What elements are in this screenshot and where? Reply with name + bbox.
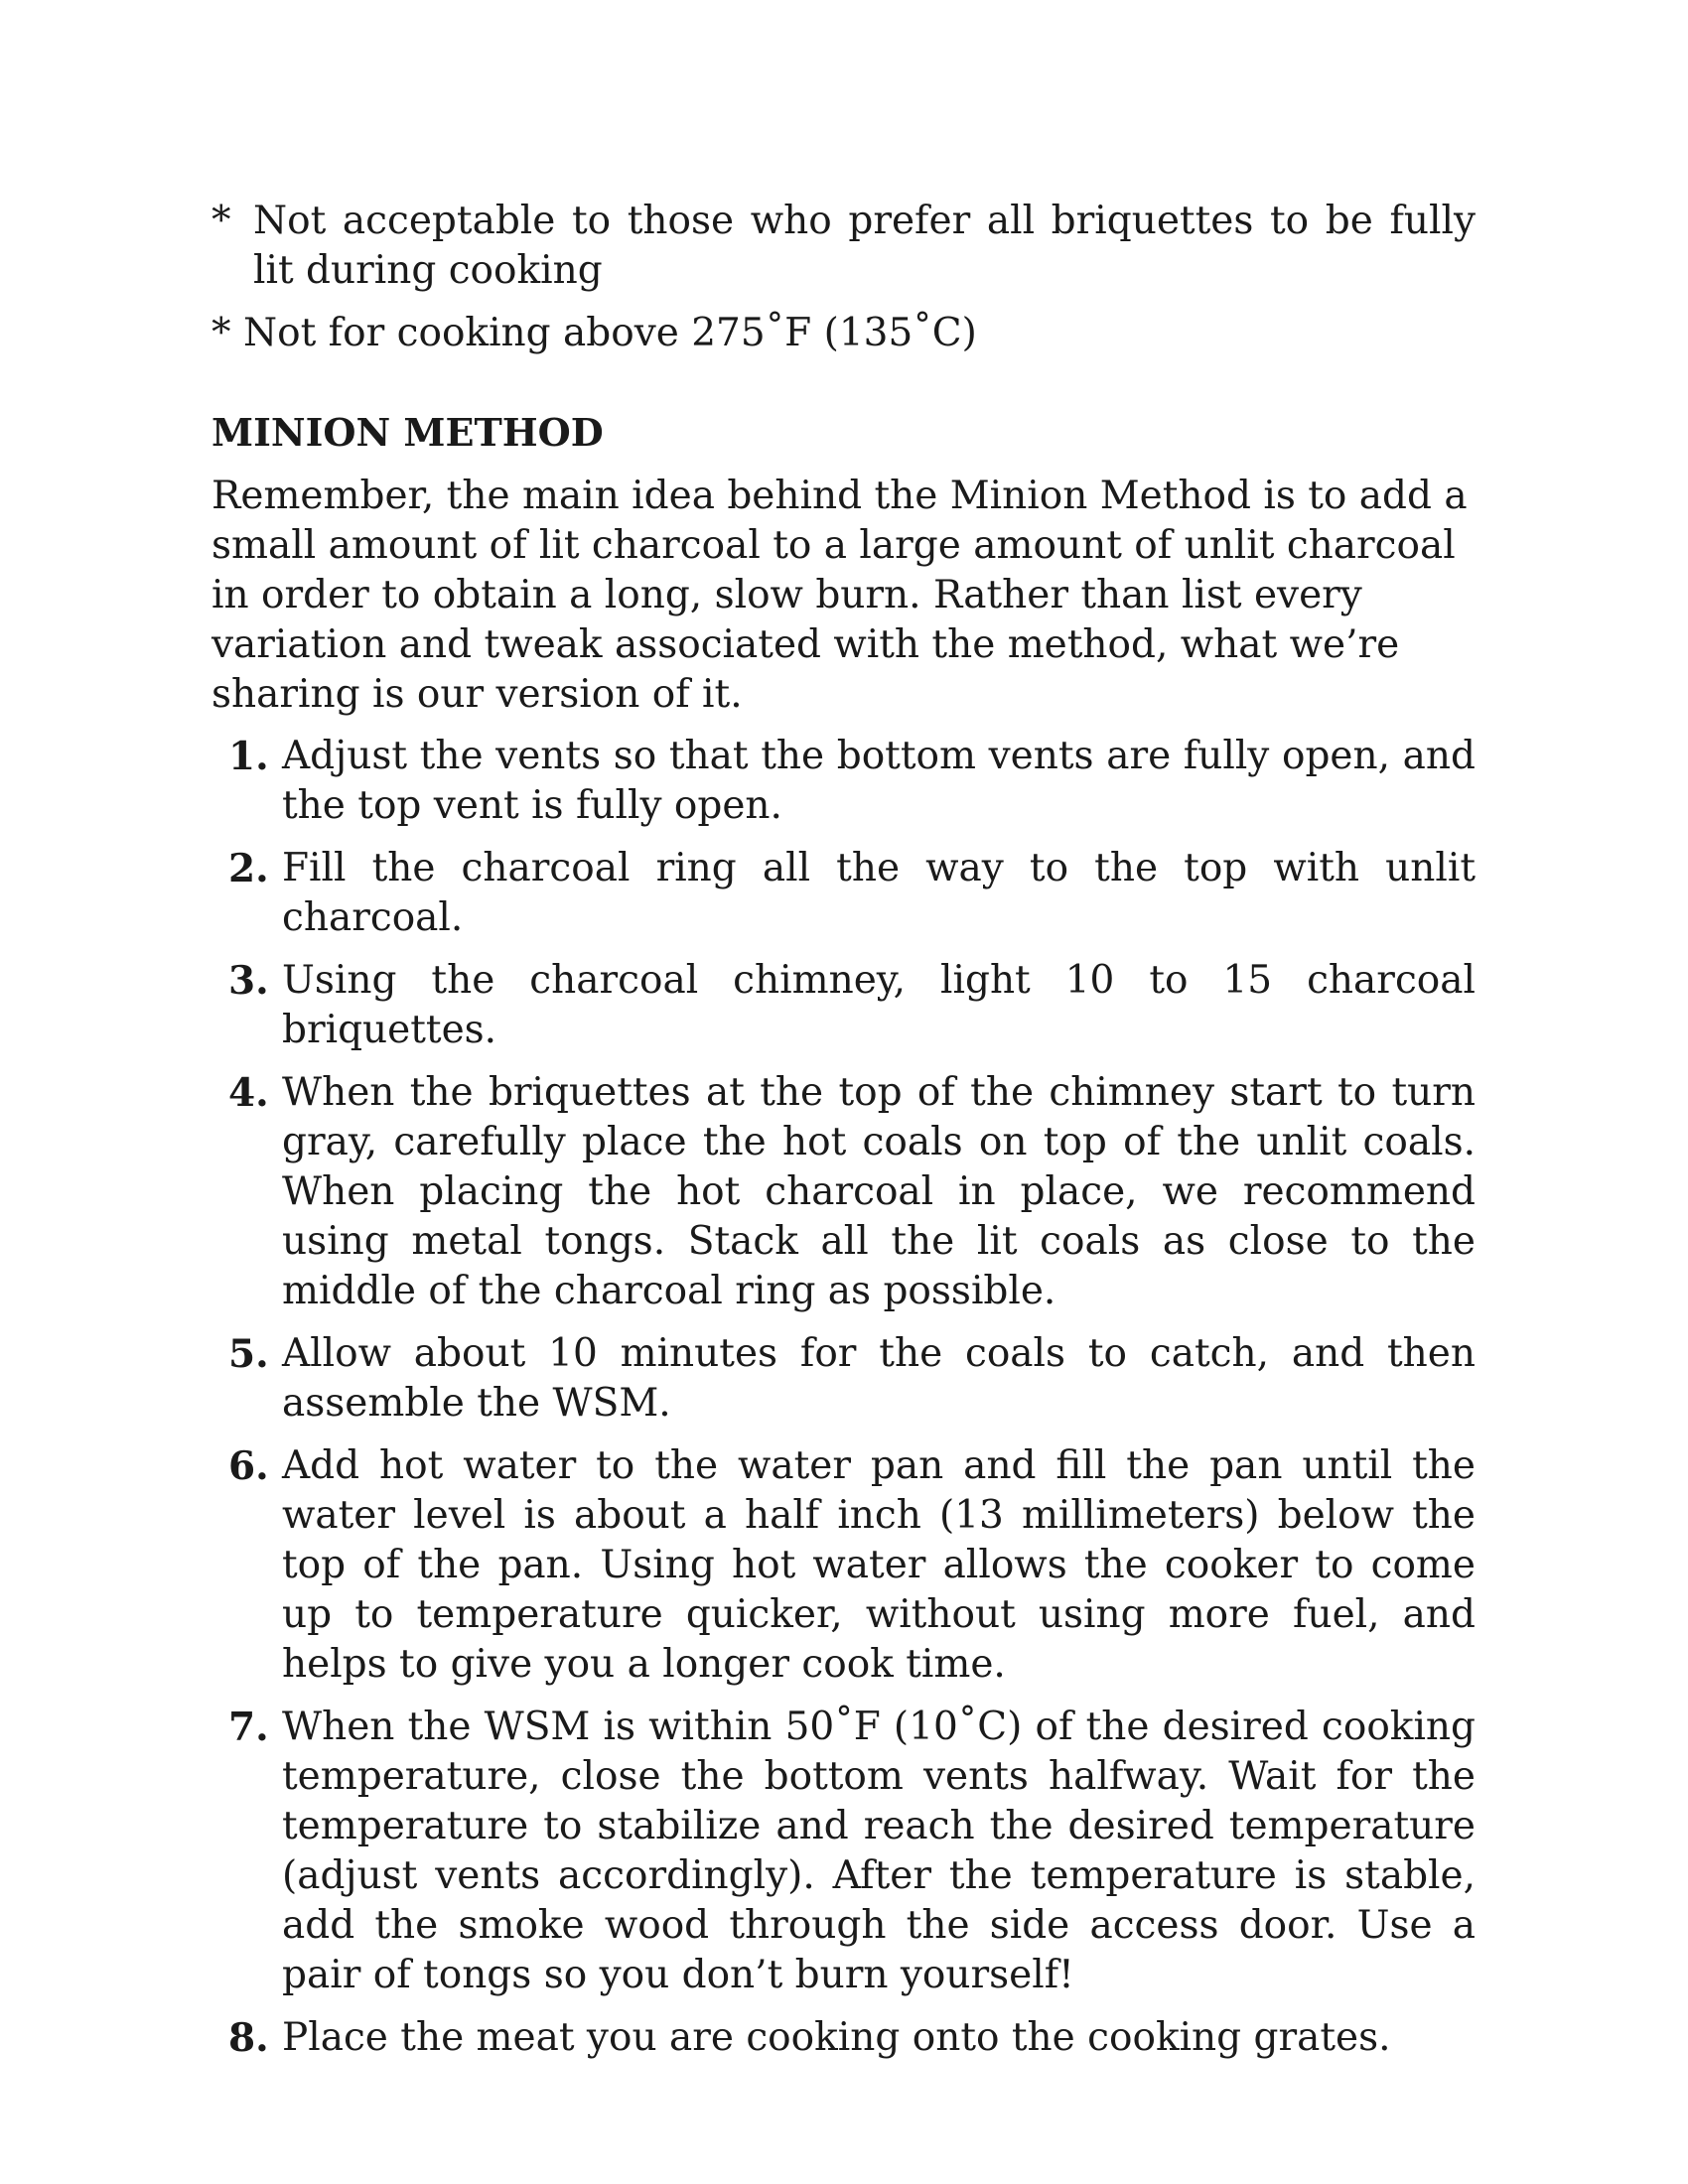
note-bullet: * [211, 199, 231, 243]
note-bullet: * [211, 311, 231, 355]
step-number: 6. [228, 1443, 269, 1489]
step-item [211, 844, 1476, 943]
step-text: Allow about 10 minutes for the coals to catch, and then assemble the WSM. [282, 1331, 1476, 1426]
step-item [211, 1329, 1476, 1429]
section-heading: MINION METHOD [211, 410, 604, 455]
steps-list [211, 732, 1476, 2063]
step-item [211, 1068, 1476, 1316]
intro-paragraph: Remember, the main idea behind the Minion Method is to add a small amount of lit charcoal to a large amount of unlit charcoal in order to obtain a long, slow burn. Rather than list every variation and tweak associated with the method, what we’re sharing is our version of it. [211, 474, 1468, 717]
note-text: Not for cooking above 275˚F (135˚C) [243, 311, 977, 355]
note-item [211, 309, 1476, 358]
step-text: Adjust the vents so that the bottom vents are fully open, and the top vent is fully open. [282, 734, 1476, 828]
step-item [211, 956, 1476, 1055]
step-number: 1. [228, 734, 269, 779]
step-number: 4. [228, 1070, 269, 1116]
step-item [211, 1441, 1476, 1690]
step-text: Add hot water to the water pan and fill the pan until the water level is about a half inch (13 millimeters) below the top of the pan. Using hot water allows the cooker to come up to temperature quicker, without using more fuel, and helps to give you a longer cook time. [282, 1443, 1476, 1687]
step-text: Fill the charcoal ring all the way to the top with unlit charcoal. [282, 846, 1476, 940]
step-text: Place the meat you are cooking onto the cooking grates. [282, 2015, 1391, 2060]
note-item [211, 197, 1476, 296]
step-text: Using the charcoal chimney, light 10 to 15 charcoal briquettes. [282, 958, 1476, 1052]
step-text: When the WSM is within 50˚F (10˚C) of the desired cooking temperature, close the bottom vents halfway. Wait for the temperature to stabilize and reach the desired temperature (adjust vents accordingly). After the temperature is stable, add the smoke wood through the side access door. Use a pair of tongs so you don’t burn yourself! [282, 1705, 1476, 1997]
step-item [211, 732, 1476, 831]
step-text: When the briquettes at the top of the chimney start to turn gray, carefully place the hot coals on top of the unlit coals. When placing the hot charcoal in place, we recommend using metal tongs. Stack all the lit coals as close to the middle of the charcoal ring as possible. [282, 1070, 1476, 1313]
document-page [211, 197, 1476, 2076]
step-number: 8. [228, 2015, 269, 2061]
step-number: 7. [228, 1705, 269, 1750]
note-text: Not acceptable to those who prefer all briquettes to be fully lit during cooking [253, 199, 1476, 293]
step-number: 5. [228, 1331, 269, 1377]
step-item [211, 2013, 1476, 2063]
step-number: 2. [228, 846, 269, 891]
step-item [211, 1703, 1476, 2000]
step-number: 3. [228, 958, 269, 1004]
